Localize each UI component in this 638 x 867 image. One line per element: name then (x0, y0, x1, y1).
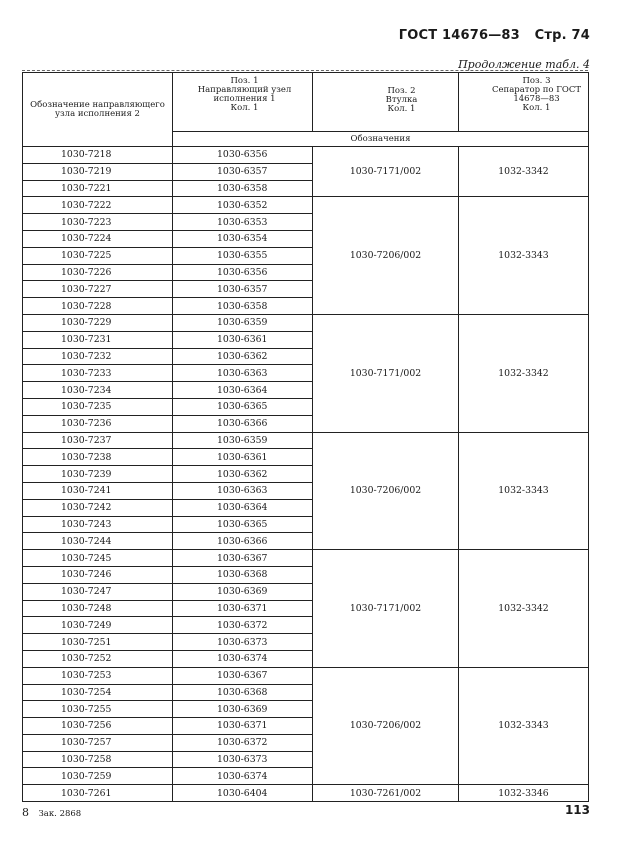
separator-designation: 1032-3343 (459, 432, 589, 550)
assembly-2-designation: 1030-7229 (23, 314, 173, 331)
assembly-1-designation: 1030-6363 (173, 482, 313, 499)
assembly-2-designation: 1030-7222 (23, 197, 173, 214)
bushing-designation: 1030-7206/002 (313, 197, 459, 315)
assembly-1-designation: 1030-6374 (173, 768, 313, 785)
assembly-1-designation: 1030-6404 (173, 785, 313, 802)
assembly-1-designation: 1030-6366 (173, 415, 313, 432)
assembly-2-designation: 1030-7258 (23, 751, 173, 768)
assembly-1-designation: 1030-6369 (173, 701, 313, 718)
separator-designation: 1032-3342 (459, 550, 589, 668)
assembly-2-designation: 1030-7225 (23, 247, 173, 264)
assembly-1-designation: 1030-6356 (173, 147, 313, 164)
header-line: Сепаратор по ГОСТ 14678—83 (492, 84, 581, 104)
assembly-2-designation: 1030-7218 (23, 147, 173, 164)
row-group (23, 550, 589, 668)
assembly-1-designation: 1030-6366 (173, 533, 313, 550)
assembly-2-designation: 1030-7256 (23, 718, 173, 735)
assembly-2-designation: 1030-7247 (23, 583, 173, 600)
assembly-1-designation: 1030-6357 (173, 163, 313, 180)
assembly-1-designation: 1030-6371 (173, 600, 313, 617)
subheader-designations: Обозначения (173, 132, 589, 147)
assembly-2-designation: 1030-7254 (23, 684, 173, 701)
assembly-1-designation: 1030-6369 (173, 583, 313, 600)
assembly-1-designation: 1030-6364 (173, 382, 313, 399)
assembly-1-designation: 1030-6368 (173, 566, 313, 583)
bushing-designation: 1030-7261/002 (313, 785, 459, 802)
assembly-1-designation: 1030-6357 (173, 281, 313, 298)
assembly-1-designation: 1030-6352 (173, 197, 313, 214)
assembly-2-designation: 1030-7255 (23, 701, 173, 718)
footer-number: 8 (22, 806, 29, 819)
assembly-2-designation: 1030-7227 (23, 281, 173, 298)
assembly-2-designation: 1030-7259 (23, 768, 173, 785)
page-label: Стр. 74 (534, 28, 590, 43)
col-header-pos-3 (459, 73, 589, 132)
components-table (22, 72, 589, 802)
assembly-2-designation: 1030-7253 (23, 667, 173, 684)
separator-designation: 1032-3342 (459, 147, 589, 197)
assembly-1-designation: 1030-6362 (173, 466, 313, 483)
assembly-2-designation: 1030-7252 (23, 650, 173, 667)
assembly-1-designation: 1030-6374 (173, 650, 313, 667)
assembly-1-designation: 1030-6365 (173, 516, 313, 533)
table-header (23, 73, 589, 147)
assembly-1-designation: 1030-6365 (173, 398, 313, 415)
assembly-1-designation: 1030-6373 (173, 751, 313, 768)
assembly-2-designation: 1030-7246 (23, 566, 173, 583)
assembly-1-designation: 1030-6355 (173, 247, 313, 264)
assembly-2-designation: 1030-7248 (23, 600, 173, 617)
assembly-1-designation: 1030-6359 (173, 314, 313, 331)
header-line: Поз. 1 (230, 76, 259, 86)
header-line: Поз. 2 (387, 86, 416, 96)
assembly-2-designation: 1030-7224 (23, 230, 173, 247)
assembly-2-designation: 1030-7223 (23, 214, 173, 231)
assembly-1-designation: 1030-6354 (173, 230, 313, 247)
assembly-1-designation: 1030-6368 (173, 684, 313, 701)
assembly-2-designation: 1030-7245 (23, 550, 173, 567)
bushing-designation: 1030-7206/002 (313, 432, 459, 550)
assembly-1-designation: 1030-6367 (173, 550, 313, 567)
separator-designation: 1032-3346 (459, 785, 589, 802)
assembly-1-designation: 1030-6363 (173, 365, 313, 382)
assembly-2-designation: 1030-7237 (23, 432, 173, 449)
assembly-2-designation: 1030-7243 (23, 516, 173, 533)
header-line: Кол. 1 (522, 102, 551, 113)
assembly-2-designation: 1030-7261 (23, 785, 173, 802)
assembly-2-designation: 1030-7251 (23, 634, 173, 651)
bushing-designation: 1030-7171/002 (313, 550, 459, 668)
assembly-1-designation: 1030-6356 (173, 264, 313, 281)
document-header (389, 28, 590, 43)
table-row (23, 314, 589, 331)
footer-order: Зак. 2868 (38, 809, 82, 819)
assembly-2-designation: 1030-7235 (23, 398, 173, 415)
assembly-1-designation: 1030-6372 (173, 617, 313, 634)
separator-designation: 1032-3343 (459, 667, 589, 785)
assembly-1-designation: 1030-6362 (173, 348, 313, 365)
header-line: Кол. 1 (230, 102, 259, 113)
bushing-designation: 1030-7171/002 (313, 314, 459, 432)
assembly-2-designation: 1030-7239 (23, 466, 173, 483)
assembly-1-designation: 1030-6358 (173, 180, 313, 197)
assembly-1-designation: 1030-6358 (173, 298, 313, 315)
assembly-2-designation: 1030-7257 (23, 734, 173, 751)
row-group (23, 314, 589, 432)
assembly-1-designation: 1030-6353 (173, 214, 313, 231)
row-group (23, 785, 589, 802)
assembly-2-designation: 1030-7238 (23, 449, 173, 466)
assembly-2-designation: 1030-7233 (23, 365, 173, 382)
row-group (23, 197, 589, 315)
separator-designation: 1032-3343 (459, 197, 589, 315)
table-row (23, 147, 589, 164)
assembly-2-designation: 1030-7228 (23, 298, 173, 315)
assembly-1-designation: 1030-6372 (173, 734, 313, 751)
assembly-2-designation: 1030-7244 (23, 533, 173, 550)
assembly-1-designation: 1030-6371 (173, 718, 313, 735)
col-header-pos-1 (173, 73, 313, 132)
row-group (23, 667, 589, 785)
assembly-2-designation: 1030-7221 (23, 180, 173, 197)
assembly-1-designation: 1030-6364 (173, 499, 313, 516)
bushing-designation: 1030-7206/002 (313, 667, 459, 785)
table-row (23, 550, 589, 567)
assembly-2-designation: 1030-7242 (23, 499, 173, 516)
assembly-2-designation: 1030-7234 (23, 382, 173, 399)
assembly-2-designation: 1030-7232 (23, 348, 173, 365)
top-rule (22, 70, 588, 71)
standard-number: ГОСТ 14676—83 (398, 28, 520, 43)
table-row (23, 432, 589, 449)
assembly-1-designation: 1030-6367 (173, 667, 313, 684)
header-line: Направляющий узел исполнения 1 (197, 84, 292, 104)
assembly-2-designation: 1030-7219 (23, 163, 173, 180)
assembly-1-designation: 1030-6361 (173, 331, 313, 348)
assembly-2-designation: 1030-7241 (23, 482, 173, 499)
col-header-assembly-2: Обозначение направляющего узла исполнения 2 (23, 73, 173, 147)
row-group (23, 147, 589, 197)
table-row (23, 197, 589, 214)
assembly-1-designation: 1030-6373 (173, 634, 313, 651)
header-line: Втулка (385, 94, 418, 105)
assembly-2-designation: 1030-7231 (23, 331, 173, 348)
assembly-1-designation: 1030-6359 (173, 432, 313, 449)
assembly-1-designation: 1030-6361 (173, 449, 313, 466)
col-header-pos-2 (313, 73, 459, 132)
separator-designation: 1032-3342 (459, 314, 589, 432)
table-row (23, 785, 589, 802)
header-line: Кол. 1 (387, 103, 416, 114)
page-number: 113 (564, 803, 590, 817)
row-group (23, 432, 589, 550)
header-line: Поз. 3 (522, 76, 551, 86)
table-row (23, 667, 589, 684)
assembly-2-designation: 1030-7249 (23, 617, 173, 634)
assembly-2-designation: 1030-7226 (23, 264, 173, 281)
assembly-2-designation: 1030-7236 (23, 415, 173, 432)
footer-left (22, 806, 81, 819)
bushing-designation: 1030-7171/002 (313, 147, 459, 197)
table-continuation-note: Продолжение табл. 4 (458, 58, 590, 71)
